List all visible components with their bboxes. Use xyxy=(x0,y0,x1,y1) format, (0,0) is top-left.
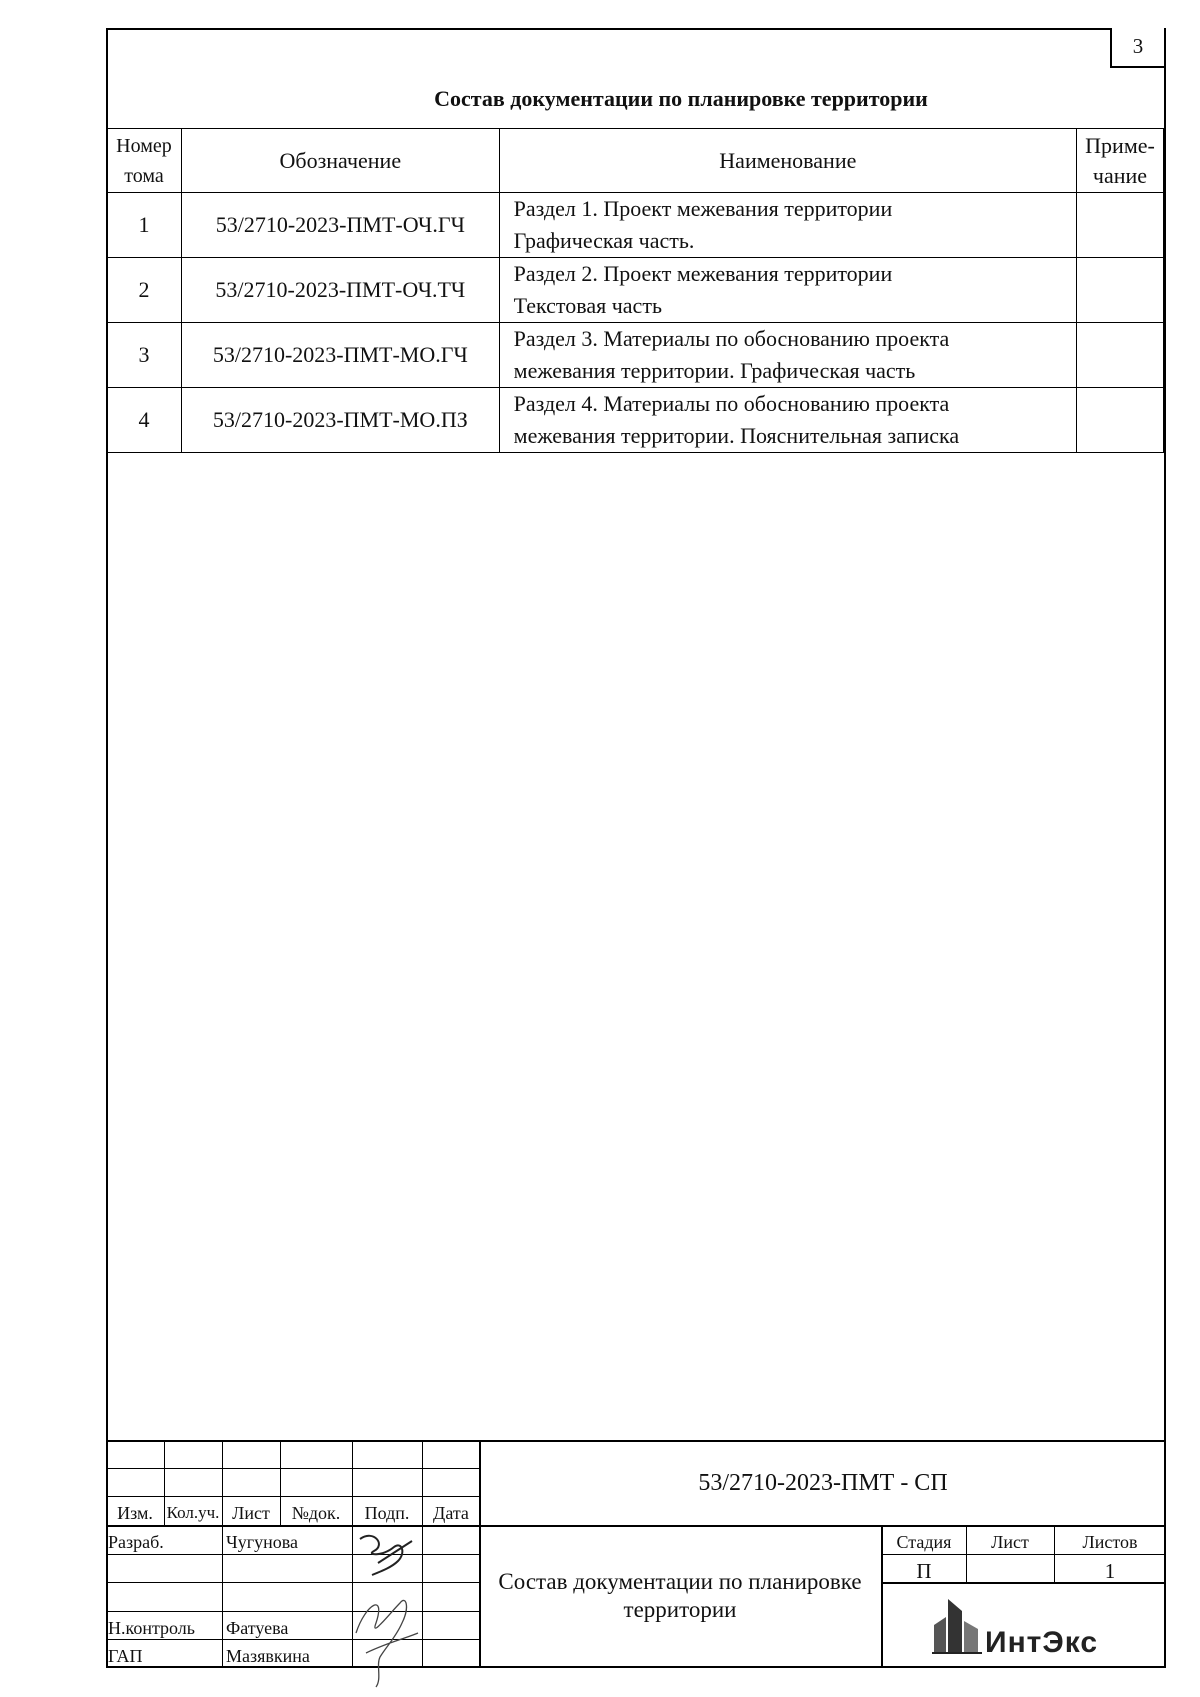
company-logo-icon xyxy=(932,1595,982,1655)
row-code: 53/2710-2023-ПМТ-ОЧ.ГЧ xyxy=(181,193,499,258)
row-name-line1: Раздел 2. Проект межевания территории xyxy=(513,261,893,286)
row-code: 53/2710-2023-ПМТ-МО.ГЧ xyxy=(181,323,499,388)
header-note: Приме-чание xyxy=(1077,129,1164,193)
table-row xyxy=(107,323,1164,388)
stamp-col-ndoc: №док. xyxy=(291,1503,341,1523)
row-name-line1: Раздел 1. Проект межевания территории xyxy=(513,196,893,221)
signature-nkontrol xyxy=(346,1583,426,1693)
role-gap: ГАП xyxy=(108,1646,143,1666)
stamp-col-list: Лист xyxy=(232,1503,270,1523)
stamp-title xyxy=(480,1568,880,1624)
stage-label: Стадия xyxy=(896,1532,952,1552)
page-number: 3 xyxy=(1110,28,1166,68)
name-gap: Мазявкина xyxy=(226,1646,310,1666)
stamp-col-kol: Кол.уч. xyxy=(166,1503,220,1522)
stamp-doc-code: 53/2710-2023-ПМТ - СП xyxy=(698,1470,948,1496)
table-row xyxy=(107,388,1164,453)
stage-value: П xyxy=(916,1559,932,1583)
table-row xyxy=(107,193,1164,258)
row-name xyxy=(499,388,1076,453)
row-number: 4 xyxy=(107,388,182,453)
row-name-line1: Раздел 3. Материалы по обоснованию проекта xyxy=(513,326,950,351)
stamp-col-data: Дата xyxy=(433,1503,469,1523)
stamp-col-izm: Изм. xyxy=(117,1503,153,1523)
row-name xyxy=(499,258,1076,323)
row-name-line2: межевания территории. Графическая часть xyxy=(513,358,916,383)
row-name xyxy=(499,193,1076,258)
name-nkontrol: Фатуева xyxy=(226,1618,289,1638)
row-name xyxy=(499,323,1076,388)
table-header-row xyxy=(107,129,1164,193)
sheets-label: Листов xyxy=(1082,1532,1138,1552)
row-name-line2: Графическая часть. xyxy=(513,228,695,253)
header-designation: Обозначение xyxy=(181,129,499,193)
stamp-col-podp: Подп. xyxy=(364,1503,410,1523)
row-number: 3 xyxy=(107,323,182,388)
row-name-line1: Раздел 4. Материалы по обоснованию проекта xyxy=(513,391,950,416)
role-razrab: Разраб. xyxy=(108,1532,164,1552)
document-title: Состав документации по планировке территории xyxy=(434,86,928,111)
stamp-title-line2: территории xyxy=(623,1597,737,1622)
table-row xyxy=(107,258,1164,323)
header-volume-number: Номер тома xyxy=(107,129,182,193)
company-logo-text: ИнтЭкс xyxy=(985,1626,1099,1659)
row-note xyxy=(1077,193,1164,258)
row-code: 53/2710-2023-ПМТ-МО.ПЗ xyxy=(181,388,499,453)
row-number: 1 xyxy=(107,193,182,258)
stamp-title-line1: Состав документации по планировке xyxy=(498,1569,862,1594)
role-nkontrol: Н.контроль xyxy=(108,1618,196,1638)
row-note xyxy=(1077,323,1164,388)
composition-table xyxy=(106,128,1164,453)
row-note xyxy=(1077,388,1164,453)
row-note xyxy=(1077,258,1164,323)
row-number: 2 xyxy=(107,258,182,323)
header-name: Наименование xyxy=(499,129,1076,193)
row-name-line2: Текстовая часть xyxy=(513,293,662,318)
sheet-label: Лист xyxy=(991,1532,1029,1552)
sheets-value: 1 xyxy=(1104,1559,1116,1583)
row-name-line2: межевания территории. Пояснительная записка xyxy=(513,423,960,448)
name-razrab: Чугунова xyxy=(226,1532,298,1552)
signature-razrab xyxy=(352,1527,432,1583)
row-code: 53/2710-2023-ПМТ-ОЧ.ТЧ xyxy=(181,258,499,323)
